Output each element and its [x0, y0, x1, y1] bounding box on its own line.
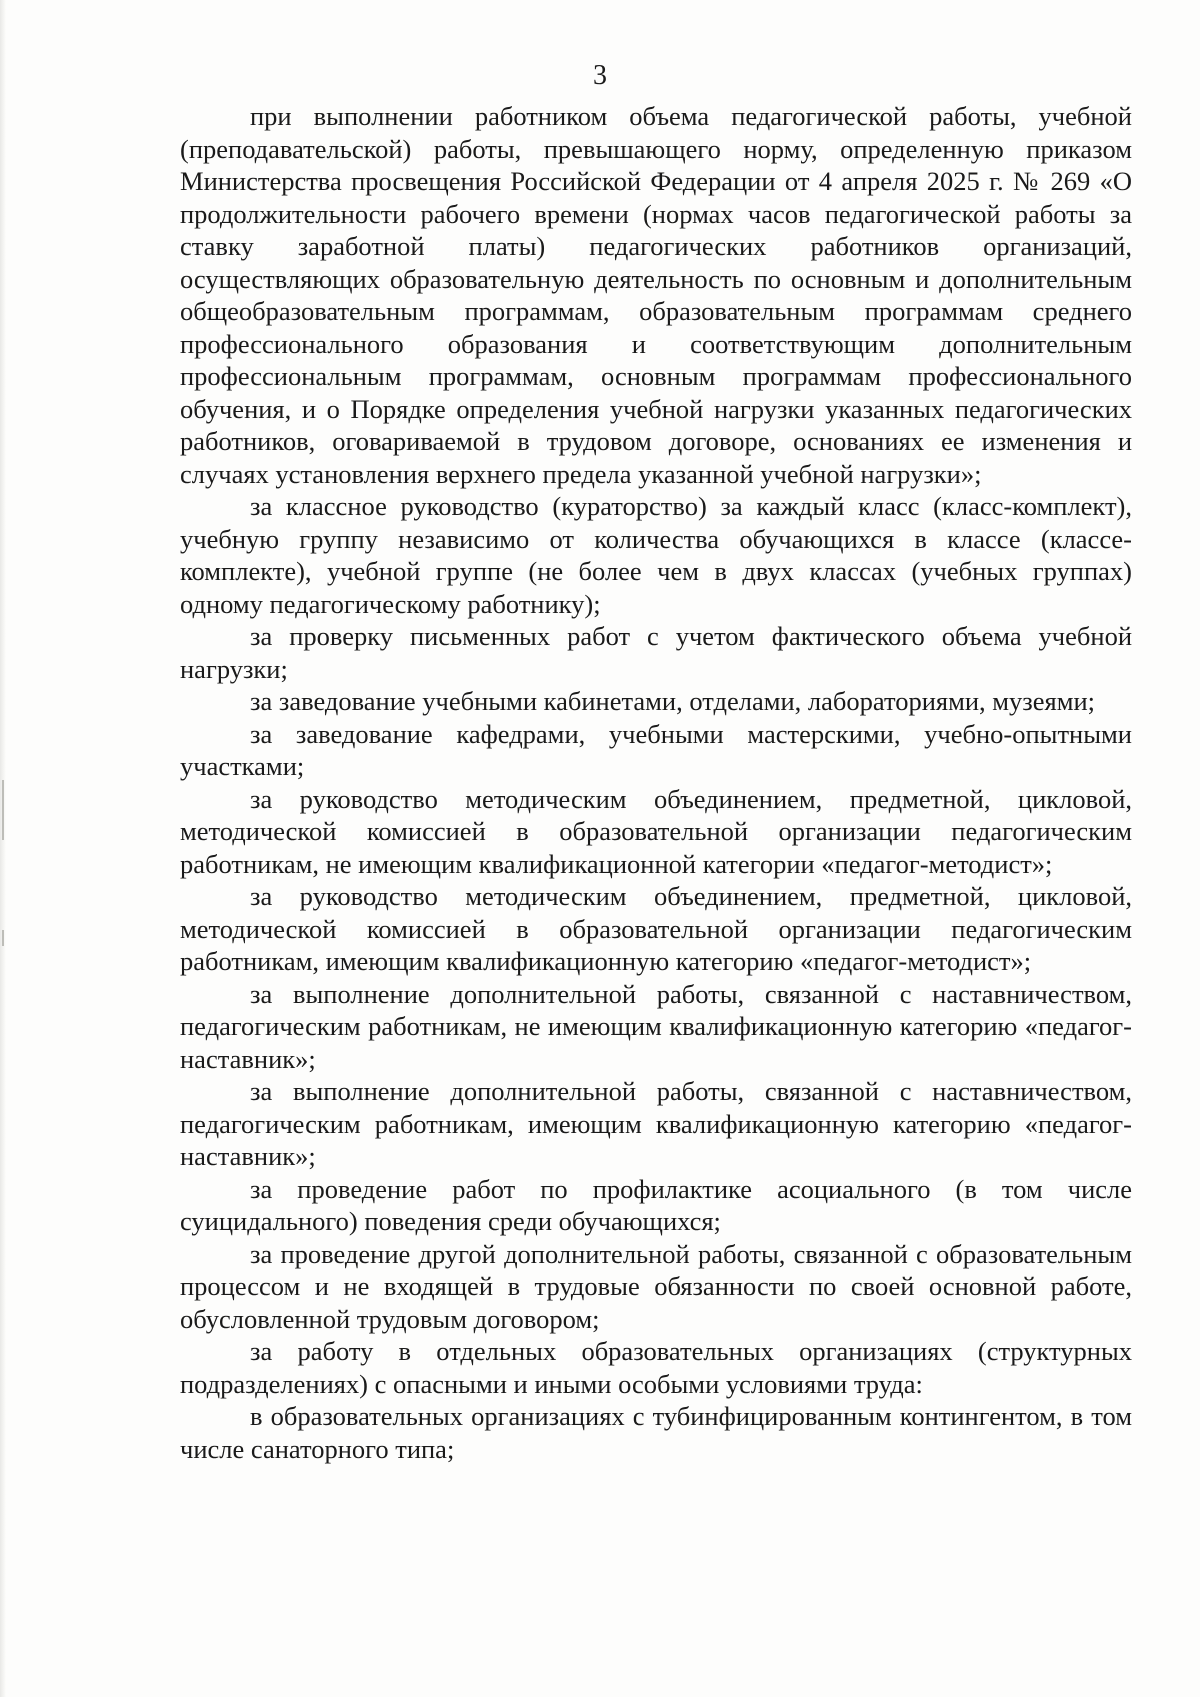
- paragraph: за классное руководство (кураторство) за каждый класс (класс-комплект), учебную группу независимо от количества обучающихся в классе (классе-комплекте), учебной группе (не более чем в двух классах (учебных группах) одному педагогическому работнику);: [180, 491, 1132, 619]
- scan-mark: [2, 930, 4, 946]
- paragraph: за выполнение дополнительной работы, связанной с наставничеством, педагогическим работникам, имеющим квалификационную категорию «педагог-наставник»;: [180, 1076, 1132, 1171]
- paragraph: за выполнение дополнительной работы, связанной с наставничеством, педагогическим работникам, не имеющим квалификационную категорию «педагог-наставник»;: [180, 978, 1132, 1074]
- document-body: [180, 100, 1132, 1465]
- paragraph: за заведование кафедрами, учебными мастерскими, учебно-опытными участками;: [180, 718, 1132, 781]
- paragraph: за руководство методическим объединением, предметной, цикловой, методической комиссией в образовательной организации педагогическим работникам, имеющим квалификационную категорию «педагог-методист»;: [180, 881, 1132, 976]
- paragraph: в образовательных организациях с тубинфицированным контингентом, в том числе санаторного типа;: [180, 1401, 1132, 1464]
- paragraph: при выполнении работником объема педагогической работы, учебной (преподавательской) работы, превышающего норму, определенную приказом Министерства просвещения Российской Федерации от 4 апреля 2025 г. № 269 «О продолжительности рабочего времени (нормах часов педагогической работы за ставку заработной платы) педагогических работников организаций, осуществляющих образовательную деятельность по основным и дополнительным общеобразовательным программам, образовательным программам среднего профессионального образования и соответствующим дополнительным профессиональным программам, основным программам профессионального обучения, и о Порядке определения учебной нагрузки указанных педагогических работников, оговариваемой в трудовом договоре, основаниях ее изменения и случаях установления верхнего предела указанной учебной нагрузки»;: [180, 101, 1132, 489]
- paragraph: за руководство методическим объединением, предметной, цикловой, методической комиссией в образовательной организации педагогическим работникам, не имеющим квалификационной категории «педагог-методист»;: [180, 783, 1132, 879]
- paragraph: за работу в отдельных образовательных организациях (структурных подразделениях) с опасными и иными особыми условиями труда:: [180, 1336, 1132, 1399]
- page-number: 3: [593, 60, 607, 91]
- paragraph: за заведование учебными кабинетами, отделами, лабораториями, музеями;: [250, 686, 1096, 716]
- paragraph: за проведение работ по профилактике асоциального (в том числе суицидального) поведения среди обучающихся;: [180, 1173, 1132, 1236]
- scan-edge-shadow: [0, 0, 6, 1697]
- paragraph: за проверку письменных работ с учетом фактического объема учебной нагрузки;: [180, 621, 1132, 684]
- paragraph: за проведение другой дополнительной работы, связанной с образовательным процессом и не входящей в трудовые обязанности по своей основной работе, обусловленной трудовым договором;: [180, 1238, 1132, 1334]
- scan-mark: [2, 780, 4, 840]
